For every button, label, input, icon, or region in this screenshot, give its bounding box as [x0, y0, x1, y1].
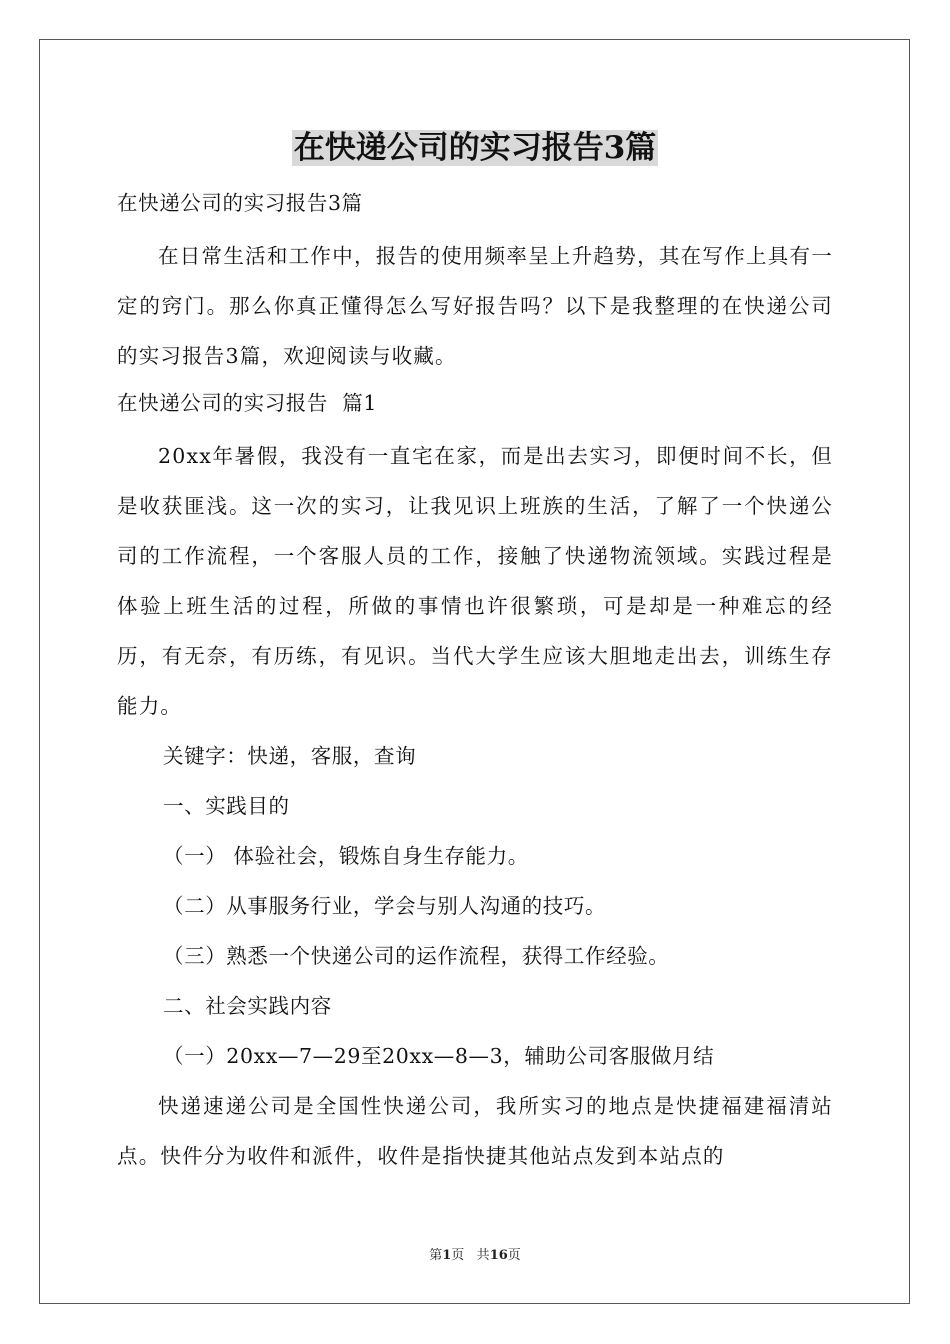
list-item-1: （一） 体验社会，锻炼自身生存能力。 — [163, 844, 529, 868]
footer-total-pages: 16 — [489, 1248, 508, 1263]
section-heading: 在快递公司的实习报告 篇1 — [117, 391, 377, 415]
page-footer — [0, 1246, 950, 1266]
footer-total-prefix: 共 — [476, 1248, 490, 1263]
footer-prefix: 第 — [429, 1248, 443, 1263]
keywords: 关键字：快递，客服，查询 — [163, 744, 417, 768]
title-text: 在快递公司的实习报告3篇 — [293, 130, 657, 166]
body-paragraph-1: 20xx年暑假，我没有一直宅在家，而是出去实习，即便时间不长，但是收获匪浅。这一次的实习，让我见识上班族的生活，了解了一个快递公司的工作流程，一个客服人员的工作，接触了快递物流领域。实践过程是体验上班生活的过程，所做的事情也许很繁琐，可是却是一种难忘的经历，有无奈，有历练，有见识。当代大学生应该大胆地走出去，训练生存能力。 — [117, 444, 833, 718]
document-body — [117, 178, 833, 1181]
heading-practice-purpose: 一、实践目的 — [163, 794, 290, 818]
subtitle: 在快递公司的实习报告3篇 — [117, 191, 363, 215]
footer-current-page: 1 — [442, 1248, 452, 1263]
intro-paragraph: 在日常生活和工作中，报告的使用频率呈上升趋势，其在写作上具有一定的窍门。那么你真正懂得怎么写好报告吗？以下是我整理的在快递公司的实习报告3篇，欢迎阅读与收藏。 — [117, 244, 833, 368]
list-item-4: （一）20xx—7—29至20xx—8—3，辅助公司客服做月结 — [163, 1044, 715, 1068]
heading-practice-content: 二、社会实践内容 — [163, 994, 332, 1018]
body-paragraph-2: 快递速递公司是全国性快递公司，我所实习的地点是快捷福建福清站点。快件分为收件和派件，收件是指快捷其他站点发到本站点的 — [117, 1094, 833, 1168]
footer-page-word: 页 — [451, 1248, 465, 1263]
document-title — [0, 124, 950, 172]
list-item-2: （二）从事服务行业，学会与别人沟通的技巧。 — [163, 894, 607, 918]
footer-total-suffix: 页 — [507, 1248, 521, 1263]
list-item-3: （三）熟悉一个快递公司的运作流程，获得工作经验。 — [163, 944, 670, 968]
